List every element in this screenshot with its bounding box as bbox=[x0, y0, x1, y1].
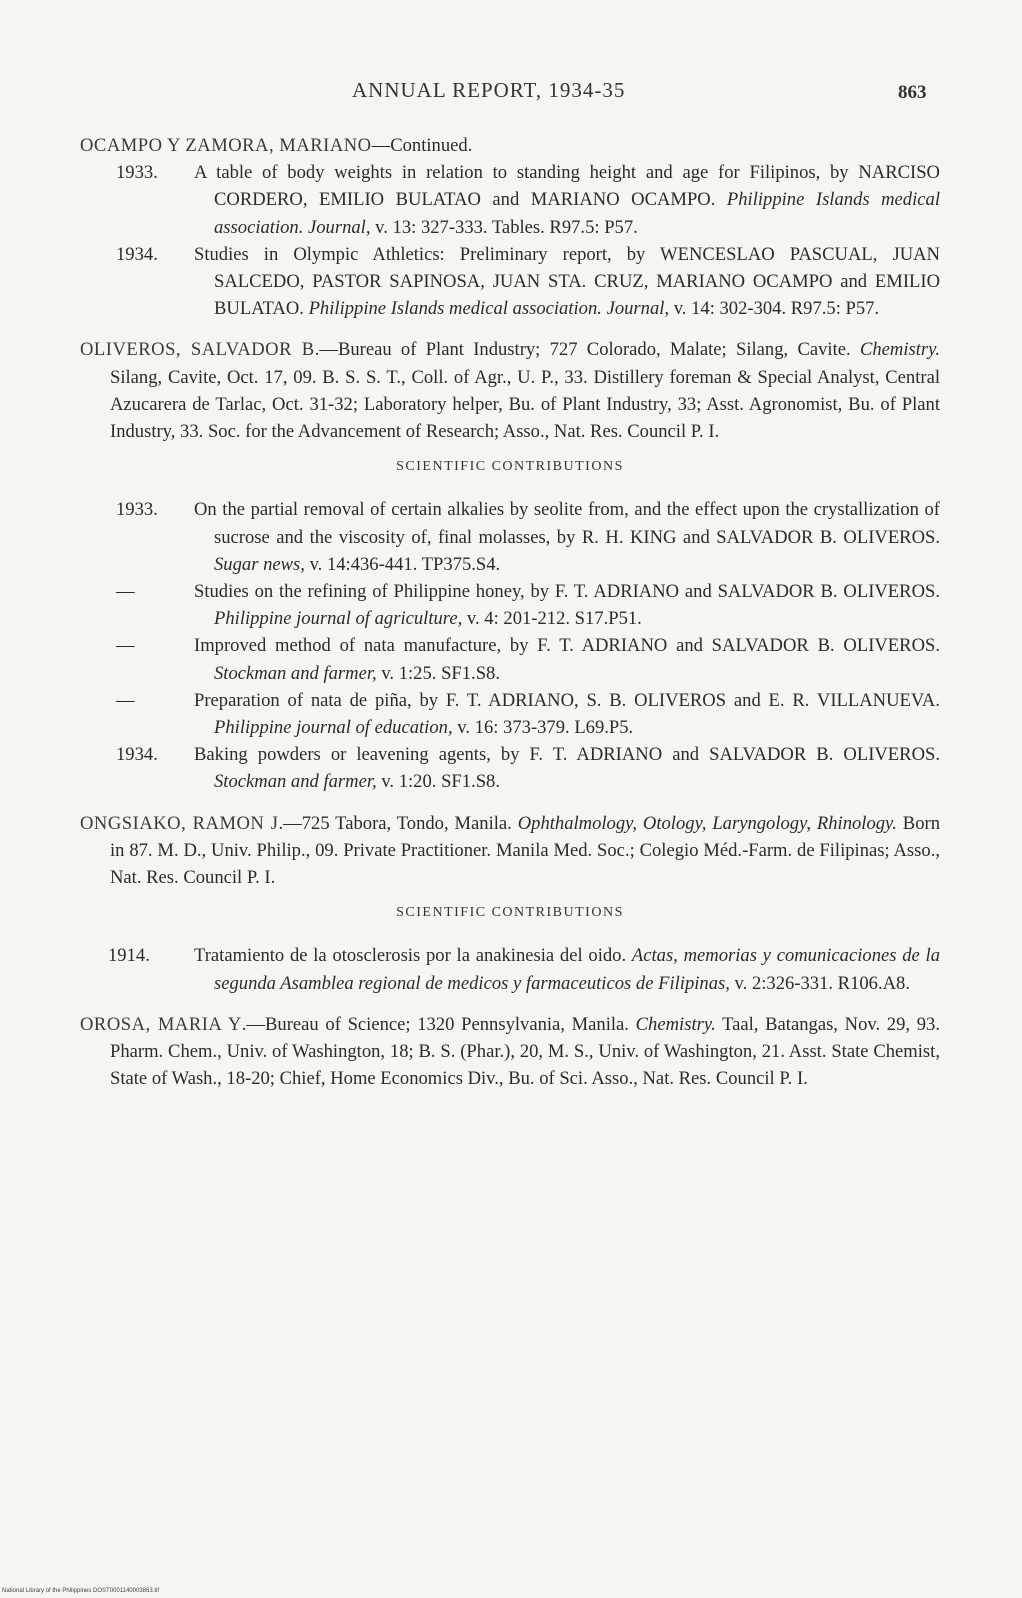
page-number: 863 bbox=[898, 82, 927, 103]
list-item: 1933. A table of body weights in relation to standing height and age for Filipinos, by NARCISO CORDERO, EMILIO BULATAO and MARIANO OCAMPO. Philippine Islands medical association. Journal, v. 13: 327-333. Tables. R97.5: P57. bbox=[80, 159, 940, 241]
page-header bbox=[0, 78, 1022, 108]
item-year: 1933. bbox=[116, 162, 158, 184]
journal-title: Philippine journal of agriculture, bbox=[214, 608, 463, 630]
journal-title: Actas, memorias y comunicaciones de la segunda Asamblea regional de medicos y farmaceuticos de Filipinas, bbox=[214, 945, 941, 994]
entry-ocampo bbox=[80, 132, 940, 322]
entry-name: OCAMPO Y ZAMORA, MARIANO bbox=[80, 135, 372, 156]
running-title: ANNUAL REPORT, 1934-35 bbox=[352, 78, 626, 102]
contribution-list bbox=[80, 159, 940, 322]
item-year: — bbox=[116, 581, 135, 603]
list-item: 1934. Baking powders or leavening agents, by F. T. ADRIANO and SALVADOR B. OLIVEROS. Stockman and farmer, v. 1:20. SF1.S8. bbox=[80, 741, 940, 795]
list-item: — Improved method of nata manufacture, by F. T. ADRIANO and SALVADOR B. OLIVEROS. Stockman and farmer, v. 1:25. SF1.S8. bbox=[80, 632, 940, 686]
journal-title: Stockman and farmer, bbox=[214, 662, 377, 684]
journal-title: Philippine Islands medical association. Journal, bbox=[308, 298, 670, 320]
item-year: — bbox=[116, 689, 135, 711]
entry-ongsiako: ONGSIAKO, RAMON J.—725 Tabora, Tondo, Manila. Ophthalmology, Otology, Laryngology, Rhinology. Born in 87. M. D., Univ. Philip., 09. Private Practitioner. Manila Med. Soc.; Colegio Méd.-Farm. de Filipinas; Asso., Nat. Res. Council P. I. SCIENTIFIC CONTRIBUTIONS 1914. Tratamiento de la otosclerosis por la anakinesia del oido. Actas, memorias y comunicaciones de la segunda Asamblea regional de medicos y farmaceuticos de Filipinas, v. 2:326-331. R106.A8. bbox=[80, 810, 940, 997]
contribution-list bbox=[80, 496, 940, 795]
entry-field: Ophthalmology, Otology, Laryngology, Rhinology. bbox=[517, 812, 897, 834]
entry-name: ONGSIAKO, RAMON J bbox=[80, 812, 279, 834]
page-content bbox=[80, 132, 940, 1107]
item-year: 1933. bbox=[116, 499, 158, 521]
section-heading: SCIENTIFIC CONTRIBUTIONS bbox=[396, 459, 624, 475]
list-item: — Studies on the refining of Philippine honey, by F. T. ADRIANO and SALVADOR B. OLIVEROS. Philippine journal of agriculture, v. 4: 201-212. S17.P51. bbox=[80, 578, 940, 632]
entry-field: Chemistry. bbox=[635, 1013, 716, 1035]
list-item: 1914. Tratamiento de la otosclerosis por la anakinesia del oido. Actas, memorias y comunicaciones de la segunda Asamblea regional de medicos y farmaceuticos de Filipinas, v. 2:326-331. R106.A8. bbox=[80, 942, 940, 996]
list-item: 1934. Studies in Olympic Athletics: Preliminary report, by WENCESLAO PASCUAL, JUAN SALCEDO, PASTOR SAPINOSA, JUAN STA. CRUZ, MARIANO OCAMPO and EMILIO BULATAO. Philippine Islands medical association. Journal, v. 14: 302-304. R97.5: P57. bbox=[80, 241, 940, 323]
list-item: — Preparation of nata de piña, by F. T. ADRIANO, S. B. OLIVEROS and E. R. VILLANUEVA. Philippine journal of education, v. 16: 373-379. L69.P5. bbox=[80, 687, 940, 741]
entry-name: OROSA, MARIA Y bbox=[80, 1013, 242, 1035]
section-heading: SCIENTIFIC CONTRIBUTIONS bbox=[396, 905, 624, 921]
item-year: — bbox=[116, 635, 135, 657]
item-year: 1934. bbox=[116, 243, 158, 265]
item-year: 1914. bbox=[108, 945, 150, 967]
journal-title: Sugar news, bbox=[214, 553, 305, 575]
scan-footer: National Library of the Philippines DOST0001140003863.tif bbox=[2, 1588, 159, 1594]
item-year: 1934. bbox=[116, 744, 158, 766]
contribution-list bbox=[80, 942, 940, 996]
entry-orosa: OROSA, MARIA Y.—Bureau of Science; 1320 Pennsylvania, Manila. Chemistry. Taal, Batangas, Nov. 29, 93. Pharm. Chem., Univ. of Washington, 18; B. S. (Phar.), 20, M. S., Univ. of Washington, 21. Asst. State Chemist, State of Wash., 18-20; Chief, Home Economics Div., Bu. of Sci. Asso., Nat. Res. Council P. I. bbox=[80, 1013, 940, 1090]
entry-field: Chemistry. bbox=[859, 339, 940, 361]
journal-title: Philippine Islands medical association. Journal, bbox=[214, 189, 940, 238]
list-item: 1933. On the partial removal of certain alkalies by seolite from, and the effect upon the crystallization of sucrose and the viscosity of, final molasses, by R. H. KING and SALVADOR B. OLIVEROS. Sugar news, v. 14:436-441. TP375.S4. bbox=[80, 496, 940, 578]
journal-title: Stockman and farmer, bbox=[214, 771, 377, 793]
entry-lead: —Continued. bbox=[371, 135, 473, 156]
entry-oliveros: OLIVEROS, SALVADOR B.—Bureau of Plant Industry; 727 Colorado, Malate; Silang, Cavite. Chemistry. Silang, Cavite, Oct. 17, 09. B. S. S. T., Coll. of Agr., U. P., 33. Distillery foreman & Special Analyst, Central Azucarera de Tarlac, Oct. 31-32; Laboratory helper, Bu. of Plant Industry, 33; Asst. Agronomist, Bu. of Plant Industry, 33. Soc. for the Advancement of Research; Asso., Nat. Res. Council P. I. SCIENTIFIC CONTRIBUTIONS 1933. On the partial removal of certain alkalies by seolite from, and the effect upon the crystallization of sucrose and the viscosity of, final molasses, by R. H. KING and SALVADOR B. OLIVEROS. Sugar news, v. 14:436-441. TP375.S4. — Studies on the refining of Philippine honey, by F. T. ADRIANO and SALVADOR B. OLIVEROS. Philippine journal of agriculture, v. 4: 201-212. S17.P51. — Improved method of nata manufacture, by F. T. ADRIANO and SALVADOR B. OLIVEROS. Stockman and farmer, v. 1:25. SF1.S8. — Preparation of nata de piña, by F. T. ADRIANO, S. B. OLIVEROS and E. R. VILLANUEVA. Philippine journal of education, v. 16: 373-379. L69.P5. 1934. Baking powders or leavening agents, by F. T. ADRIANO and SALVADOR B. OLIVEROS. Stockman and farmer, v. 1:20. SF1.S8. bbox=[80, 336, 940, 795]
entry-name: OLIVEROS, SALVADOR B bbox=[80, 339, 315, 361]
journal-title: Philippine journal of education, bbox=[214, 717, 453, 739]
